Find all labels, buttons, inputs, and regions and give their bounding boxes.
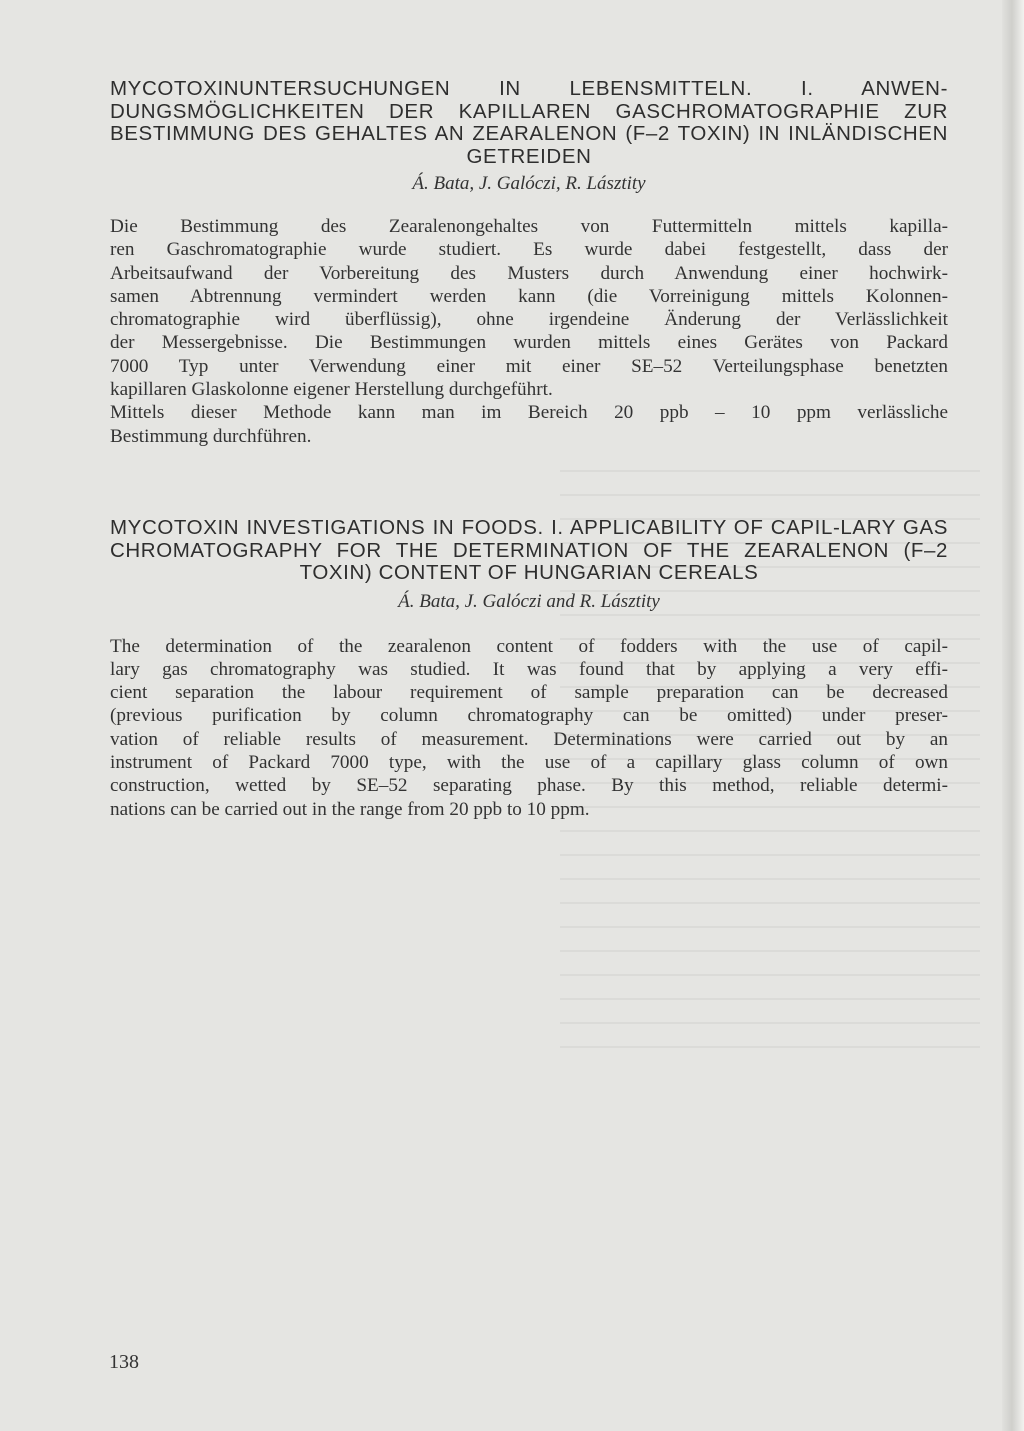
abstract-line: (previous purification by column chromatography can be omitted) under preser- <box>110 705 948 727</box>
english-article <box>110 517 948 821</box>
english-abstract <box>110 635 948 821</box>
abstract-line: der Messergebnisse. Die Bestimmungen wurden mittels eines Gerätes von Packard <box>110 332 948 354</box>
english-authors: Á. Bata, J. Galóczi and R. Lásztity <box>398 590 660 612</box>
german-authors: Á. Bata, J. Galóczi, R. Lásztity <box>412 173 646 194</box>
abstract-line: cient separation the labour requirement of sample preparation can be decreased <box>110 682 948 704</box>
abstract-line: construction, wetted by SE–52 separating phase. By this method, reliable determi- <box>110 775 948 797</box>
abstract-line: nations can be carried out in the range from 20 ppb to 10 ppm. <box>110 798 590 820</box>
abstract-line: ren Gaschromatographie wurde studiert. Es wurde dabei festgestellt, dass der <box>110 239 948 261</box>
german-article <box>110 78 948 448</box>
page-number: 138 <box>109 1351 139 1373</box>
german-title: MYCOTOXINUNTERSUCHUNGEN IN LEBENSMITTELN. I. ANWEN-DUNGSMÖGLICHKEITEN DER KAPILLAREN GASCHROMATOGRAPHIE ZUR BESTIMMUNG DES GEHALTES AN ZEARALENON (F–2 TOXIN) IN INLÄNDISCHEN GETREIDEN <box>110 77 948 168</box>
page-edge-shadow <box>1002 0 1024 1431</box>
abstract-line: chromatographie wird überflüssig), ohne irgendeine Änderung der Verlässlichkeit <box>110 309 948 331</box>
abstract-line: kapillaren Glaskolonne eigener Herstellung durchgeführt. <box>110 379 553 401</box>
abstract-line: Bestimmung durchführen. <box>110 425 312 447</box>
abstract-line: samen Abtrennung vermindert werden kann (die Vorreinigung mittels Kolonnen- <box>110 285 948 307</box>
german-abstract <box>110 215 948 448</box>
abstract-line: lary gas chromatography was studied. It was found that by applying a very effi- <box>110 658 948 680</box>
abstract-line: 7000 Typ unter Verwendung einer mit einer SE–52 Verteilungsphase benetzten <box>110 355 948 377</box>
abstract-line: Mittels dieser Methode kann man im Bereich 20 ppb – 10 ppm verlässliche <box>110 402 948 424</box>
abstract-line: Arbeitsaufwand der Vorbereitung des Musters durch Anwendung einer hochwirk- <box>110 262 948 284</box>
abstract-line: Die Bestimmung des Zearalenongehaltes von Futtermitteln mittels kapilla- <box>110 216 948 237</box>
abstract-line: vation of reliable results of measurement. Determinations were carried out by an <box>110 728 948 750</box>
abstract-line: instrument of Packard 7000 type, with the use of a capillary glass column of own <box>110 751 948 773</box>
abstract-line: The determination of the zearalenon content of fodders with the use of capil- <box>110 635 948 657</box>
english-title: MYCOTOXIN INVESTIGATIONS IN FOODS. I. APPLICABILITY OF CAPIL-LARY GAS CHROMATOGRAPHY FOR THE DETERMINATION OF THE ZEARALENON (F–2 TOXIN) CONTENT OF HUNGARIAN CEREALS <box>110 516 948 584</box>
